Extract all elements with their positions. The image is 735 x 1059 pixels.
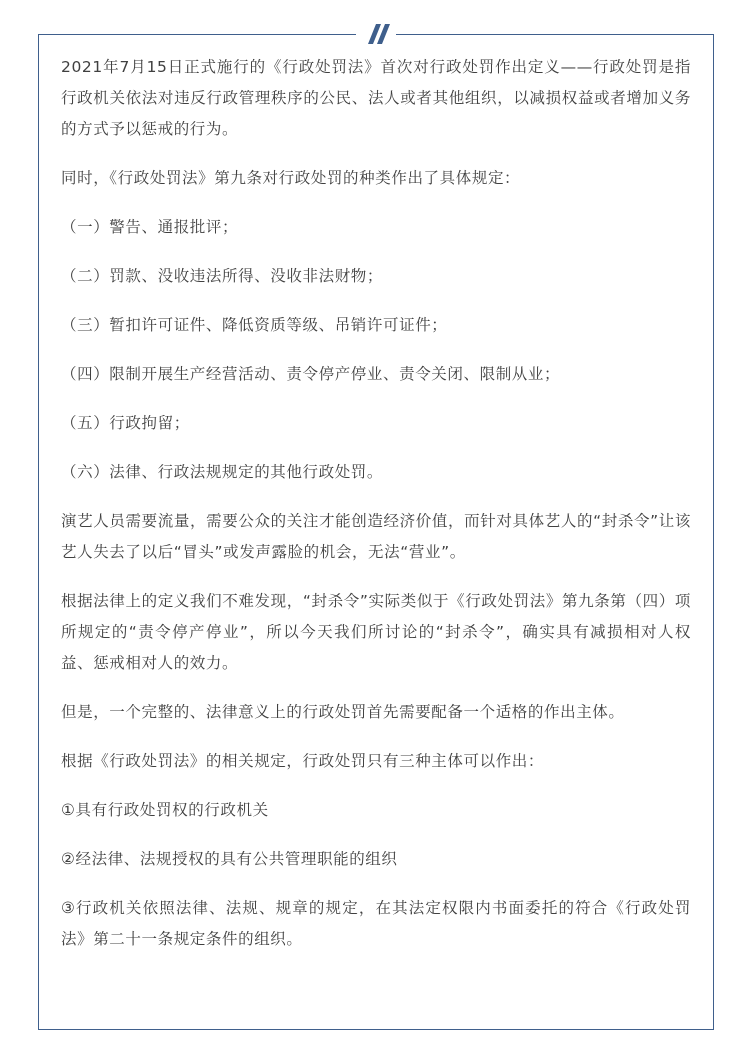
paragraph-subject-requirement: 但是，一个完整的、法律意义上的行政处罚首先需要配备一个适格的作出主体。 (61, 703, 625, 721)
paragraph-article-nine-intro: 同时，《行政处罚法》第九条对行政处罚的种类作出了具体规定： (61, 169, 521, 187)
list-item-penalty-4: （四）限制开展生产经营活动、责令停产停业、责令关闭、限制从业； (61, 365, 561, 383)
paragraph-definition: 2021年7月15日正式施行的《行政处罚法》首次对行政处罚作出定义——行政处罚是指行政机关依法对违反行政管理秩序的公民、法人或者其他组织，以减损权益或者增加义务的方式予以惩戒的行为。 (61, 58, 691, 138)
list-item-penalty-2: （二）罚款、没收违法所得、没收非法财物； (61, 267, 384, 285)
list-item-subject-2: ②经法律、法规授权的具有公共管理职能的组织 (61, 850, 398, 868)
list-item-penalty-5: （五）行政拘留； (61, 414, 190, 432)
list-item-subject-1: ①具有行政处罚权的行政机关 (61, 801, 269, 819)
paragraph-performers: 演艺人员需要流量，需要公众的关注才能创造经济价值，而针对具体艺人的“封杀令”让该艺人失去了以后“冒头”或发声露脸的机会，无法“营业”。 (61, 512, 691, 561)
list-item-penalty-6: （六）法律、行政法规规定的其他行政处罚。 (61, 463, 384, 481)
list-item-penalty-3: （三）暂扣许可证件、降低资质等级、吊销许可证件； (61, 316, 448, 334)
list-item-penalty-1: （一）警告、通报批评； (61, 218, 239, 236)
double-slash-icon (356, 20, 396, 48)
paragraph-legal-analysis: 根据法律上的定义我们不难发现，“封杀令”实际类似于《行政处罚法》第九条第（四）项所规定的“责令停产停业”，所以今天我们所讨论的“封杀令”，确实具有减损相对人权益、惩戒相对人的效力。 (61, 592, 691, 672)
list-item-subject-3: ③行政机关依照法律、法规、规章的规定，在其法定权限内书面委托的符合《行政处罚法》第二十一条规定条件的组织。 (61, 899, 691, 948)
paragraph-three-subjects: 根据《行政处罚法》的相关规定，行政处罚只有三种主体可以作出： (61, 752, 545, 770)
article-body (61, 52, 691, 973)
